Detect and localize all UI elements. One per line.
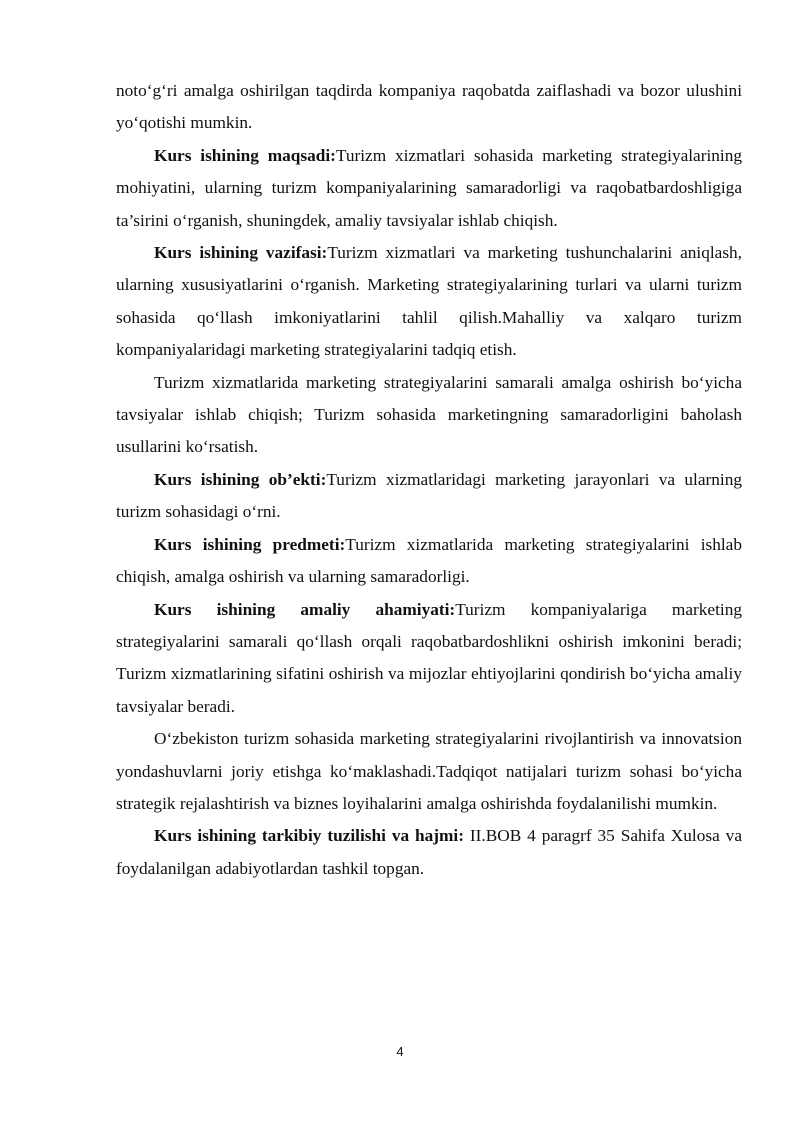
paragraph-text: noto‘g‘ri amalga oshirilgan taqdirda kompaniya raqobatda zaiflashadi va bozor ulushini yo‘qotishi mumkin.	[116, 81, 742, 133]
paragraph-text: Turizm kompaniyalariga marketing strategiyalarini samarali qo‘llash orqali raqobatbardoshlikni oshirish imkonini beradi; Turizm xizmatlarining sifatini oshirish va mijozlar ehtiyojlarini qondirish bo‘yicha amaliy tavsiyalar beradi.	[116, 599, 742, 716]
paragraph-object	[116, 464, 742, 529]
paragraph-practical-significance	[116, 594, 742, 724]
paragraph-label: Kurs ishining tarkibiy tuzilishi va hajmi:	[154, 826, 464, 846]
page-number: 4	[396, 1044, 404, 1059]
paragraph-label: Kurs ishining predmeti:	[154, 534, 346, 554]
paragraph-continuation	[116, 75, 742, 140]
paragraph-tasks	[116, 237, 742, 367]
paragraph-recommendations	[116, 367, 742, 464]
paragraph-label: Kurs ishining amaliy ahamiyati:	[154, 599, 456, 619]
body-text	[116, 75, 742, 885]
paragraph-uzbekistan	[116, 723, 742, 820]
paragraph-text: II.BOB 4 paragrf 35 Sahifa Xulosa va foydalanilgan adabiyotlardan tashkil topgan.	[116, 826, 742, 878]
paragraph-label: Kurs ishining ob’ekti:	[154, 469, 327, 489]
paragraph-label: Kurs ishining vazifasi:	[154, 243, 328, 263]
paragraph-subject	[116, 529, 742, 594]
paragraph-purpose	[116, 140, 742, 237]
paragraph-text: O‘zbekiston turizm sohasida marketing strategiyalarini rivojlantirish va innovatsion yondashuvlarni joriy etishga ko‘maklashadi.Tadqiqot natijalari turizm sohasi bo‘yicha strategik rejalashtirish va biznes loyihalarini amalga oshirishda foydalanilishi mumkin.	[116, 729, 742, 813]
paragraph-text: Turizm xizmatlari sohasida marketing strategiyalarining mohiyatini, ularning turizm kompaniyalarining samaradorligi va raqobatbardoshligiga ta’sirini o‘rganish, shuningdek, amaliy tavsiyalar ishlab chiqish.	[116, 145, 743, 230]
paragraph-label: Kurs ishining maqsadi:	[154, 145, 336, 165]
paragraph-text: Turizm xizmatlari va marketing tushunchalarini aniqlash, ularning xususiyatlarini o‘rganish. Marketing strategiyalarining turlari va ularni turizm sohasida qo‘llash imkoniyatlarini tahlil qilish.Mahalliy va xalqaro turizm kompaniyalaridagi marketing strategiyalarini tadqiq etish.	[116, 243, 743, 360]
paragraph-text: Turizm xizmatlarida marketing strategiyalarini ishlab chiqish, amalga oshirish va ularning samaradorligi.	[116, 534, 742, 587]
paragraph-text: Turizm xizmatlarida marketing strategiyalarini samarali amalga oshirish bo‘yicha tavsiyalar ishlab chiqish; Turizm sohasida marketingning samaradorligini baholash usullarini ko‘rsatish.	[116, 372, 742, 457]
paragraph-structure	[116, 820, 742, 885]
paragraph-text: Turizm xizmatlaridagi marketing jarayonlari va ularning turizm sohasidagi o‘rni.	[116, 469, 742, 522]
